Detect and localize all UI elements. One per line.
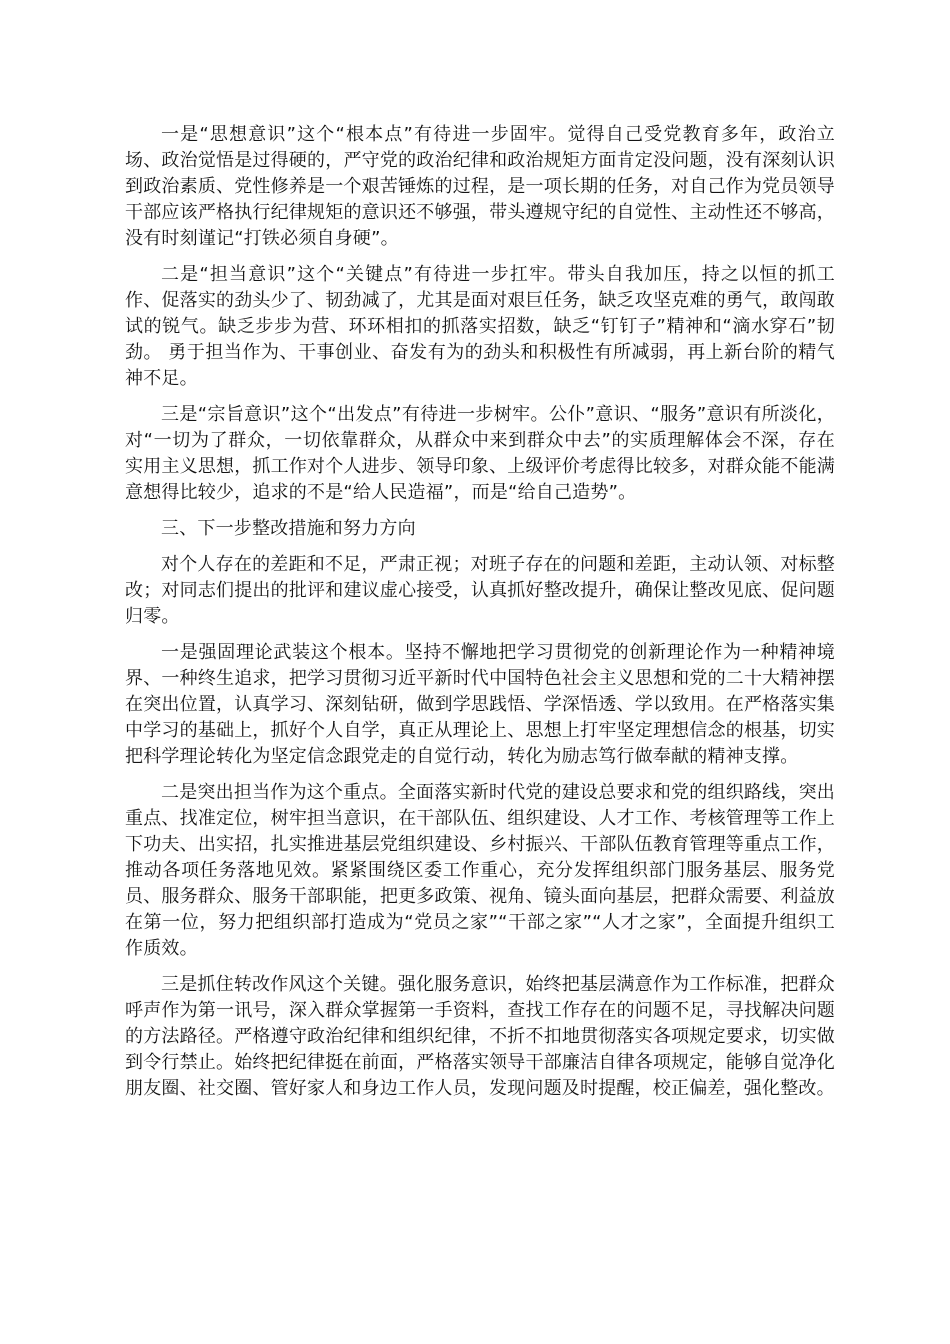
paragraph-ideology-awareness: 一是“思想意识”这个“根本点”有待进一步固牢。觉得自己受党教育多年，政治立场、政治觉悟是过得硬的，严守党的政治纪律和政治规矩方面肯定没问题，没有深刻认识到政治素质、党性修养是一个艰苦锤炼的过程，是一项长期的任务，对自己作为党员领导干部应该严格执行纪律规矩的意识还不够强，带头遵规守纪的自觉性、主动性还不够高，没有时刻谨记“打铁必须自身硬”。: [125, 124, 835, 249]
paragraph-purpose-awareness: 三是“宗旨意识”这个“出发点”有待进一步树牢。公仆”意识、“服务”意识有所淡化，对“一切为了群众，一切依靠群众，从群众中来到群众中去”的实质理解体会不深，存在实用主义思想，抓工作对个人进步、领导印象、上级评价考虑得比较多，对群众能不能满意想得比较少，追求的不是“给人民造福”，而是“给自己造势”。: [125, 404, 835, 503]
paragraph-responsibility-action: 二是突出担当作为这个重点。全面落实新时代党的建设总要求和党的组织路线，突出重点、找准定位，树牢担当意识，在干部队伍、组织建设、人才工作、考核管理等工作上下功夫、出实招，扎实推进基层党组织建设、乡村振兴、干部队伍教育管理等重点工作，推动各项任务落地见效。紧紧围绕区委工作重心，充分发挥组织部门服务基层、服务党员、服务群众、服务干部职能，把更多政策、视角、镜头面向基层，把群众需要、利益放在第一位，努力把组织部打造成为“党员之家”“干部之家”“人才之家”，全面提升组织工作质效。: [125, 782, 835, 959]
paragraph-theory-armament: 一是强固理论武装这个根本。坚持不懈地把学习贯彻党的创新理论作为一种精神境界、一种终生追求，把学习贯彻习近平新时代中国特色社会主义思想和党的二十大精神摆在突出位置，认真学习、深刻钻研，做到学思践悟、学深悟透、学以致用。在严格落实集中学习的基础上，抓好个人自学，真正从理论上、思想上打牢坚定理想信念的根基，切实把科学理论转化为坚定信念跟党走的自觉行动，转化为励志笃行做奉献的精神支撑。: [125, 642, 835, 767]
document-body: [125, 122, 835, 1112]
paragraph-responsibility-awareness: 二是“担当意识”这个“关键点”有待进一步扛牢。带头自我加压，持之以恒的抓工作、促落实的劲头少了、韧劲减了，尤其是面对艰巨任务，缺乏攻坚克难的勇气，敢闯敢试的锐气。缺乏步步为营、环环相扣的抓落实招数，缺乏“钉钉子”精神和“滴水穿石”韧劲。 勇于担当作为、干事创业、奋发有为的劲头和积极性有所减弱，再上新台阶的精气神不足。: [125, 264, 835, 389]
paragraph-work-style: 三是抓住转改作风这个关键。强化服务意识，始终把基层满意作为工作标准，把群众呼声作为第一讯号，深入群众掌握第一手资料，查找工作存在的问题不足，寻找解决问题的方法路径。严格遵守政治纪律和组织纪律，不折不扣地贯彻落实各项规定要求，切实做到令行禁止。始终把纪律挺在前面，严格落实领导干部廉洁自律各项规定，能够自觉净化朋友圈、社交圈、管好家人和身边工作人员，发现问题及时提醒，校正偏差，强化整改。: [125, 974, 835, 1099]
paragraph-rectification-intro: 对个人存在的差距和不足，严肃正视；对班子存在的问题和差距，主动认领、对标整改；对同志们提出的批评和建议虚心接受，认真抓好整改提升，确保让整改见底、促问题归零。: [125, 554, 835, 627]
section-heading-rectification: 三、下一步整改措施和努力方向: [161, 518, 416, 539]
